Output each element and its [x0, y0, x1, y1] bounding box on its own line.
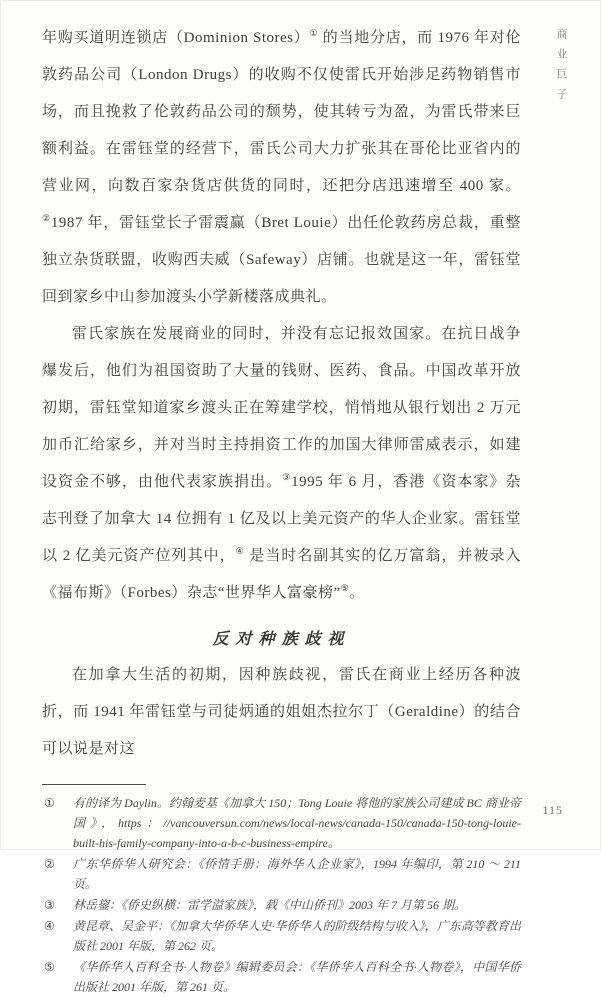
footnote-marker: ①	[44, 796, 55, 810]
paragraph: 在加拿大生活的初期，因种族歧视，雷氏在商业上经历各种波折，而 1941 年雷钰堂与司徒炳通的姐姐杰拉尔丁（Geraldine）的结合可以说是对这	[42, 667, 521, 757]
page-content	[42, 20, 521, 998]
footnote-list	[42, 793, 521, 997]
footnote-item	[42, 854, 521, 894]
footnote-text: 广东华侨华人研究会：《侨情手册：海外华人企业家》，1994 年编印，第 210 ～ 211 页。	[73, 857, 521, 891]
footnote-item	[42, 895, 521, 915]
footnote-marker: ③	[44, 898, 55, 912]
footnote-marker: ②	[44, 857, 55, 871]
footnote-item	[42, 793, 521, 853]
footnote-marker: ⑤	[44, 960, 55, 974]
footnote-text: 林岳鋆：《侨史纵横：雷学溢家族》，载《中山侨刊》2003 年 7 月第 56 期。	[73, 898, 467, 912]
section-heading: 反对种族歧视	[212, 631, 351, 648]
paragraph: 年购买道明连锁店（Dominion Stores）① 的当地分店，而 1976 年对伦敦药品公司（London Drugs）的收购不仅使雷氏开始涉足药物销售市场，而且挽救了伦敦药品公司的颓势，使其转亏为盈，为雷氏带来巨额利益。在雷钰堂的经营下，雷氏公司大力扩张其在哥伦比亚省内的营业网，向数百家杂货店供货的同时，还把分店迅速增至 400 家。②1987 年，雷钰堂长子雷震赢（Bret Louie）出任伦敦药房总裁，重整独立杂货联盟，收购西夫威（Safeway）店铺。也就是这一年，雷钰堂回到家乡中山参加渡头小学新楼落成典礼。	[42, 28, 521, 305]
paragraph: 雷氏家族在发展商业的同时，并没有忘记报效国家。在抗日战争爆发后，他们为祖国资助了大量的钱财、医药、食品。中国改革开放初期，雷钰堂知道家乡渡头正在筹建学校，悄悄地从银行划出 2 万元加币汇给家乡，并对当时主持捐资工作的加国大律师雷威表示，如建设资金不够，由他代表家族捐出。③1995 年 6 月，香港《资本家》杂志刊登了加拿大 14 位拥有 1 亿及以上美元资产的华人企业家。雷钰堂以 2 亿美元资产位列其中，④ 是当时名副其实的亿万富翁，并被录入《福布斯》（Forbes）杂志“世界华人富豪榜”⑤。	[42, 326, 521, 601]
body-text	[42, 20, 521, 768]
page-number: 115	[542, 803, 563, 817]
footnote-separator	[42, 784, 146, 785]
margin-title: 商业巨子	[555, 28, 567, 108]
footnote-text: 黄昆章、吴金平：《加拿大华侨华人史·华侨华人的阶级结构与收入》，广东高等教育出版社 2001 年版，第 262 页。	[73, 919, 521, 953]
footnote-item	[42, 916, 521, 956]
footnote-marker: ④	[44, 919, 55, 933]
footnote-text: 《华侨华人百科全书·人物卷》编辑委员会：《华侨华人百科全书·人物卷》，中国华侨出版社 2001 年版，第 261 页。	[73, 960, 521, 994]
footnote-item	[42, 957, 521, 997]
footnote-text: 有的译为 Daylin。约翰麦基《加拿大 150；Tong Louie 将他的家族公司建成 BC 商业帝国》，https：//vancouversun.com/news/local-news/canada-150/canada-150-tong-louie-built-his-family-company-into-a-b-c-business-empire。	[73, 796, 521, 850]
